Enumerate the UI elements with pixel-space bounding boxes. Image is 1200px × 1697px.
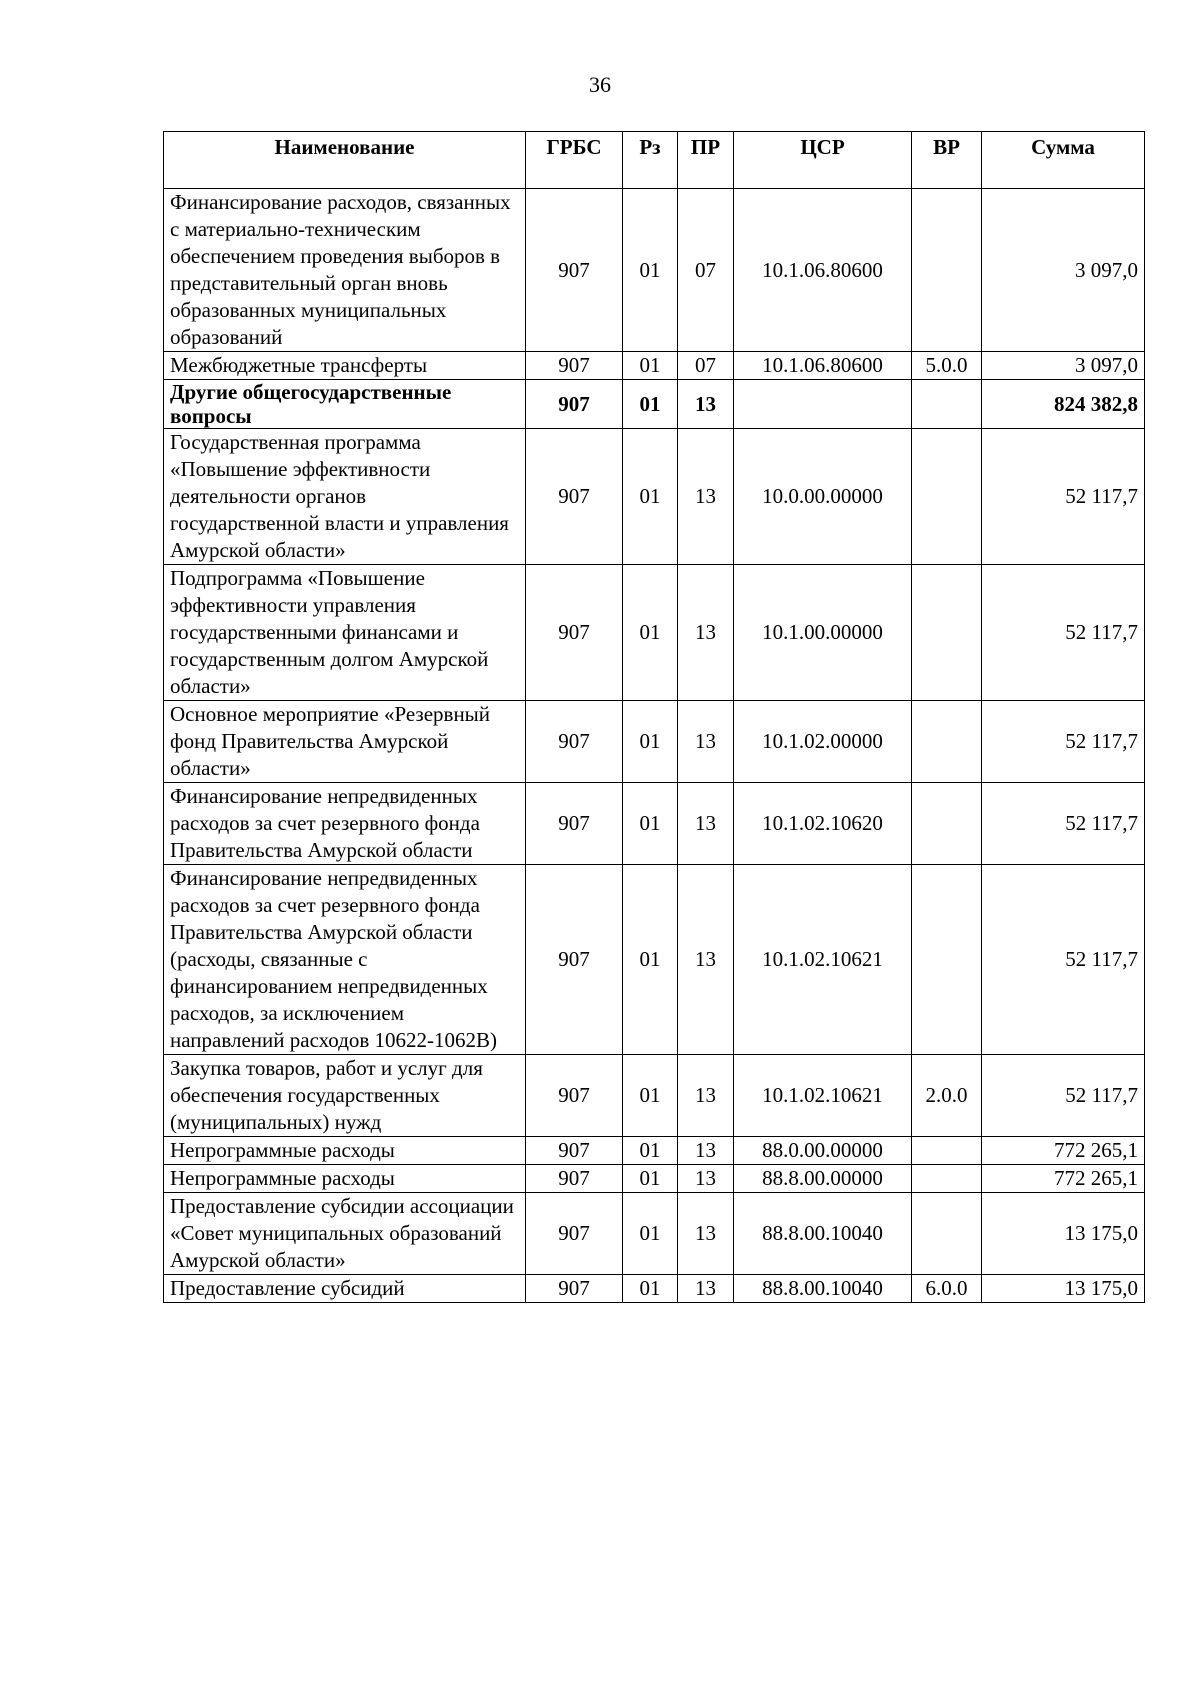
cell-pr: 13 — [678, 1055, 734, 1137]
table-row — [164, 352, 1145, 380]
cell-sum: 52 117,7 — [982, 1055, 1145, 1137]
cell-csr: 10.1.02.10621 — [734, 1055, 912, 1137]
cell-pr: 13 — [678, 783, 734, 865]
cell-csr: 10.1.06.80600 — [734, 189, 912, 352]
cell-rz: 01 — [623, 189, 678, 352]
cell-grbs: 907 — [526, 1137, 623, 1165]
cell-vr — [912, 429, 982, 565]
cell-csr: 10.1.06.80600 — [734, 352, 912, 380]
cell-csr: 10.0.00.00000 — [734, 429, 912, 565]
cell-rz: 01 — [623, 1137, 678, 1165]
cell-sum: 772 265,1 — [982, 1165, 1145, 1193]
header-vr: ВР — [912, 132, 982, 189]
cell-sum: 13 175,0 — [982, 1193, 1145, 1275]
cell-grbs: 907 — [526, 783, 623, 865]
budget-table — [163, 131, 1145, 1303]
cell-vr — [912, 865, 982, 1055]
cell-pr: 13 — [678, 1275, 734, 1303]
cell-sum: 52 117,7 — [982, 783, 1145, 865]
cell-pr: 13 — [678, 429, 734, 565]
cell-pr: 13 — [678, 701, 734, 783]
cell-name: Предоставление субсидий — [164, 1275, 526, 1303]
cell-vr: 2.0.0 — [912, 1055, 982, 1137]
cell-sum: 52 117,7 — [982, 701, 1145, 783]
header-sum: Сумма — [982, 132, 1145, 189]
cell-name: Непрограммные расходы — [164, 1165, 526, 1193]
table-row — [164, 1165, 1145, 1193]
cell-pr: 07 — [678, 189, 734, 352]
cell-pr: 13 — [678, 865, 734, 1055]
cell-vr: 5.0.0 — [912, 352, 982, 380]
cell-csr: 10.1.02.10621 — [734, 865, 912, 1055]
cell-name: Государственная программа «Повышение эффективности деятельности органов государственной власти и управления Амурской области» — [164, 429, 526, 565]
cell-csr: 10.1.00.00000 — [734, 565, 912, 701]
cell-vr — [912, 1137, 982, 1165]
cell-name: Подпрограмма «Повышение эффективности управления государственными финансами и государственным долгом Амурской области» — [164, 565, 526, 701]
table-row — [164, 1055, 1145, 1137]
cell-vr — [912, 189, 982, 352]
cell-name: Межбюджетные трансферты — [164, 352, 526, 380]
cell-sum: 52 117,7 — [982, 429, 1145, 565]
cell-pr: 13 — [678, 565, 734, 701]
cell-vr — [912, 380, 982, 429]
cell-rz: 01 — [623, 1193, 678, 1275]
table-row — [164, 565, 1145, 701]
cell-vr — [912, 701, 982, 783]
cell-vr — [912, 1165, 982, 1193]
cell-grbs: 907 — [526, 352, 623, 380]
cell-csr: 88.8.00.10040 — [734, 1275, 912, 1303]
page-number: 36 — [589, 72, 611, 97]
header-csr: ЦСР — [734, 132, 912, 189]
cell-vr — [912, 783, 982, 865]
cell-rz: 01 — [623, 429, 678, 565]
cell-pr: 13 — [678, 1193, 734, 1275]
table-row-section-total — [164, 380, 1145, 429]
cell-sum: 3 097,0 — [982, 352, 1145, 380]
cell-name: Предоставление субсидии ассоциации «Совет муниципальных образований Амурской области» — [164, 1193, 526, 1275]
cell-rz: 01 — [623, 865, 678, 1055]
cell-name: Основное мероприятие «Резервный фонд Правительства Амурской области» — [164, 701, 526, 783]
table-row — [164, 1275, 1145, 1303]
table-header-row — [164, 132, 1145, 189]
cell-rz: 01 — [623, 783, 678, 865]
cell-rz: 01 — [623, 1055, 678, 1137]
cell-grbs: 907 — [526, 1193, 623, 1275]
cell-vr — [912, 565, 982, 701]
cell-rz: 01 — [623, 701, 678, 783]
cell-grbs: 907 — [526, 189, 623, 352]
cell-sum: 824 382,8 — [982, 380, 1145, 429]
cell-name: Закупка товаров, работ и услуг для обеспечения государственных (муниципальных) нужд — [164, 1055, 526, 1137]
cell-rz: 01 — [623, 1275, 678, 1303]
cell-name: Финансирование непредвиденных расходов за счет резервного фонда Правительства Амурской области (расходы, связанные с финансированием непредвиденных расходов, за исключением направлений расходов 10622-1062В) — [164, 865, 526, 1055]
cell-grbs: 907 — [526, 565, 623, 701]
cell-pr: 13 — [678, 380, 734, 429]
table-row — [164, 429, 1145, 565]
cell-sum: 772 265,1 — [982, 1137, 1145, 1165]
cell-csr: 88.0.00.00000 — [734, 1137, 912, 1165]
cell-grbs: 907 — [526, 701, 623, 783]
cell-rz: 01 — [623, 352, 678, 380]
table-row — [164, 189, 1145, 352]
cell-csr: 88.8.00.00000 — [734, 1165, 912, 1193]
cell-grbs: 907 — [526, 1165, 623, 1193]
cell-rz: 01 — [623, 1165, 678, 1193]
cell-csr: 10.1.02.10620 — [734, 783, 912, 865]
cell-grbs: 907 — [526, 429, 623, 565]
table-row — [164, 783, 1145, 865]
cell-pr: 07 — [678, 352, 734, 380]
header-name: Наименование — [164, 132, 526, 189]
cell-sum: 52 117,7 — [982, 565, 1145, 701]
table-row — [164, 701, 1145, 783]
cell-sum: 52 117,7 — [982, 865, 1145, 1055]
cell-csr: 88.8.00.10040 — [734, 1193, 912, 1275]
cell-grbs: 907 — [526, 865, 623, 1055]
cell-rz: 01 — [623, 380, 678, 429]
cell-name: Непрограммные расходы — [164, 1137, 526, 1165]
cell-rz: 01 — [623, 565, 678, 701]
cell-vr: 6.0.0 — [912, 1275, 982, 1303]
cell-csr: 10.1.02.00000 — [734, 701, 912, 783]
cell-name: Финансирование расходов, связанных с материально-техническим обеспечением проведения выборов в представительный орган вновь образованных муниципальных образований — [164, 189, 526, 352]
cell-sum: 13 175,0 — [982, 1275, 1145, 1303]
cell-pr: 13 — [678, 1137, 734, 1165]
header-grbs: ГРБС — [526, 132, 623, 189]
cell-pr: 13 — [678, 1165, 734, 1193]
header-pr: ПР — [678, 132, 734, 189]
cell-grbs: 907 — [526, 1055, 623, 1137]
cell-name: Другие общегосударственные вопросы — [164, 380, 526, 429]
header-rz: Рз — [623, 132, 678, 189]
cell-csr — [734, 380, 912, 429]
cell-name: Финансирование непредвиденных расходов за счет резервного фонда Правительства Амурской области — [164, 783, 526, 865]
cell-grbs: 907 — [526, 1275, 623, 1303]
cell-vr — [912, 1193, 982, 1275]
table-row — [164, 1193, 1145, 1275]
table-row — [164, 865, 1145, 1055]
cell-sum: 3 097,0 — [982, 189, 1145, 352]
cell-grbs: 907 — [526, 380, 623, 429]
table-row — [164, 1137, 1145, 1165]
